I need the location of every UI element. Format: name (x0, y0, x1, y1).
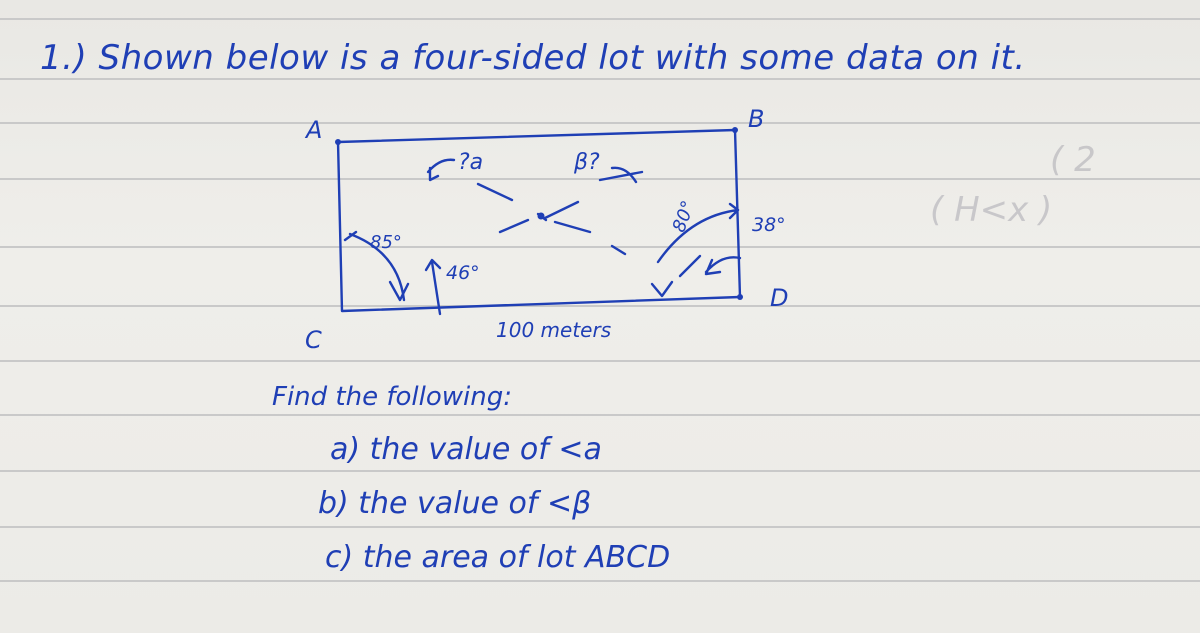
angle-d-inner-label: 80° (668, 197, 700, 236)
angle-d-outer-arc (706, 257, 740, 274)
question-item: b) the value of <β (318, 486, 592, 521)
diagonal-line (478, 184, 625, 254)
point-d-label: D (770, 284, 789, 312)
question-item: c) the area of lot ABCD (325, 540, 671, 575)
alpha-label: ?a (458, 150, 484, 175)
bleed-through-marks: ( H<x ) (930, 190, 1053, 230)
prompt-text: Find the following: (272, 382, 513, 412)
point-a-marker (335, 139, 341, 145)
beta-arc (600, 168, 642, 182)
question-item: a) the value of <a (330, 432, 602, 467)
base-length-label: 100 meters (496, 318, 612, 342)
point-b-marker (732, 127, 738, 133)
bleed-through-marks: ( 2 (1050, 140, 1096, 180)
point-d-marker (737, 294, 743, 300)
angle-bottom-label: 46° (446, 262, 480, 284)
point-c-label: C (305, 326, 322, 354)
point-a-label: A (306, 116, 323, 144)
beta-label: β? (574, 150, 600, 175)
angle-d-arc (658, 204, 738, 262)
point-b-label: B (748, 105, 765, 133)
angle-bottom-arc (426, 260, 440, 314)
lot-center-dot (538, 213, 545, 220)
angle-c-arrow (390, 282, 408, 300)
angle-c-label: 85° (370, 232, 402, 253)
alpha-arc (428, 160, 454, 180)
problem-title: 1.) Shown below is a four-sided lot with some data on it. (40, 38, 1026, 78)
angle-d-outer-label: 38° (752, 214, 786, 236)
